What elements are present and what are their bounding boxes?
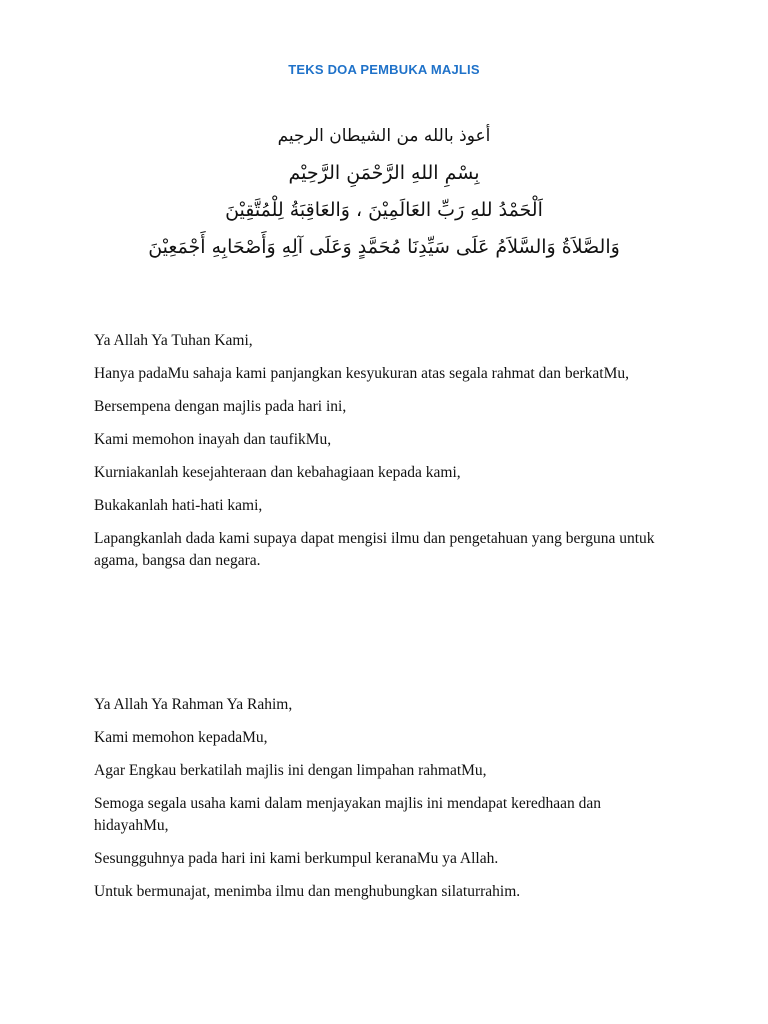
paragraph: Lapangkanlah dada kami supaya dapat mengisi ilmu dan pengetahuan yang berguna untuk agama, bangsa dan negara. <box>94 530 655 569</box>
paragraph: Kami memohon inayah dan taufikMu, <box>94 431 332 448</box>
document-title: TEKS DOA PEMBUKA MAJLIS <box>288 62 480 77</box>
paragraph: Agar Engkau berkatilah majlis ini dengan limpahan rahmatMu, <box>94 762 487 779</box>
paragraph: Kami memohon kepadaMu, <box>94 729 268 746</box>
arabic-line-selawat: وَالصَّلاَةُ وَالسَّلاَمُ عَلَى سَيِّدِنَا مُحَمَّدٍ وَعَلَى آلِهِ وَأَصْحَابِهِ أَجْمَعِيْنَ <box>148 236 620 258</box>
arabic-opening <box>120 124 648 272</box>
paragraph: Sesungguhnya pada hari ini kami berkumpul keranaMu ya Allah. <box>94 850 499 867</box>
paragraph: Bukakanlah hati-hati kami, <box>94 497 263 514</box>
arabic-line-basmalah: بِسْمِ اللهِ الرَّحْمَنِ الرَّحِيْم <box>288 162 480 184</box>
paragraph: Hanya padaMu sahaja kami panjangkan kesyukuran atas segala rahmat dan berkatMu, <box>94 365 629 382</box>
arabic-line-hamdalah: اَلْحَمْدُ للهِ رَبِّ العَالَمِيْنَ ، وَالعَاقِبَةُ لِلْمُتَّقِيْنَ <box>225 199 543 221</box>
paragraph: Untuk bermunajat, menimba ilmu dan menghubungkan silaturrahim. <box>94 883 521 900</box>
paragraph: Bersempena dengan majlis pada hari ini, <box>94 398 347 415</box>
paragraph: Ya Allah Ya Tuhan Kami, <box>94 332 253 349</box>
arabic-line-taawwudz: أعوذ بالله من الشيطان الرجيم <box>277 126 491 146</box>
prayer-section-1 <box>94 330 674 583</box>
paragraph: Ya Allah Ya Rahman Ya Rahim, <box>94 696 293 713</box>
prayer-section-2 <box>94 694 674 914</box>
paragraph: Semoga segala usaha kami dalam menjayakan majlis ini mendapat keredhaan dan hidayahMu, <box>94 795 602 834</box>
paragraph: Kurniakanlah kesejahteraan dan kebahagiaan kepada kami, <box>94 464 461 481</box>
